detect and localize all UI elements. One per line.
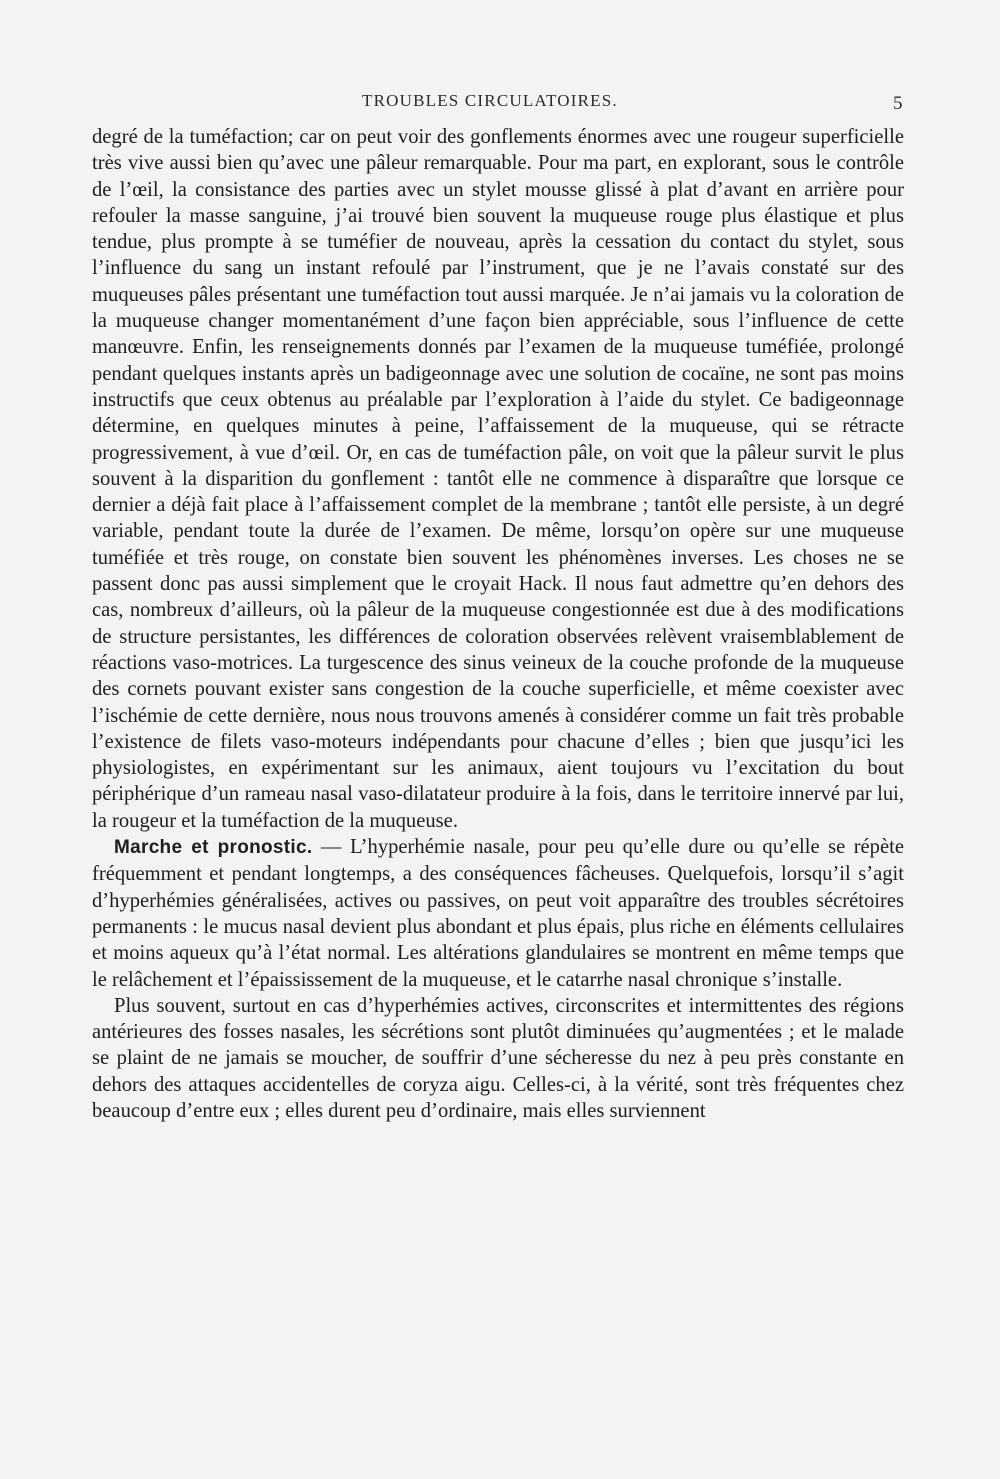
page-number: 5: [893, 93, 903, 114]
body-text: [92, 124, 904, 1124]
paragraph-text: — L’hyperhémie nasale, pour peu qu’elle dure ou qu’elle se répète fréquemment et pendant longtemps, a des conséquences fâcheuses. Quelquefois, lorsqu’il s’agit d’hyperhémies généralisées, actives ou passives, on peut voit apparaître des troubles sécrétoires permanents : le mucus nasal devient plus abondant et plus épais, plus riche en éléments cellulaires et moins aqueux qu’à l’état normal. Les altérations glandulaires se montrent en même temps que le relâchement et l’épaississement de la muqueuse, et le catarrhe nasal chronique s’installe.: [92, 836, 904, 991]
paragraph-text: Plus souvent, surtout en cas d’hyperhémies actives, circonscrites et intermittentes des régions antérieures des fosses nasales, les sécrétions sont plutôt diminuées qu’augmentées ; et le malade se plaint de ne jamais se moucher, de souffrir d’une sécheresse du nez à peu près constante en dehors des attaques accidentelles de coryza aigu. Celles-ci, à la vérité, sont très fréquentes chez beaucoup d’entre eux ; elles durent peu d’ordinaire, mais elles surviennent: [92, 994, 904, 1122]
paragraph-marche-pronostic: [92, 834, 904, 993]
running-title: TROUBLES CIRCULATOIRES.: [362, 91, 618, 110]
paragraph-tumefaction: [92, 124, 904, 834]
section-heading: Marche et pronostic.: [114, 837, 313, 859]
paragraph-secretions: [92, 993, 904, 1124]
paragraph-text: degré de la tuméfaction; car on peut voir des gonflements énormes avec une rougeur superficielle très vive aussi bien qu’avec une pâleur remarquable. Pour ma part, en explorant, sous le contrôle de l’œil, la consistance des parties avec un stylet mousse glissé à plat d’avant en arrière pour refouler la masse sanguine, j’ai trouvé bien souvent la muqueuse rouge plus élastique et plus tendue, plus prompte à se tuméfier de nouveau, après la cessation du contact du stylet, sous l’influence du sang un instant refoulé par l’instrument, que je ne l’avais constaté sur des muqueuses pâles présentant une tuméfaction tout aussi marquée. Je n’ai jamais vu la coloration de la muqueuse changer momentanément d’une façon bien appréciable, sous l’influence de cette manœuvre. Enfin, les renseignements donnés par l’examen de la muqueuse tuméfiée, prolongé pendant quelques instants après un badigeonnage avec une solution de cocaïne, ne sont pas moins instructifs que ceux obtenus au préalable par l’exploration à l’aide du stylet. Ce badigeonnage détermine, en quelques minutes à peine, l’affaissement de la muqueuse, qui se rétracte progressivement, à vue d’œil. Or, en cas de tuméfaction pâle, on voit que la pâleur survit le plus souvent à la disparition du gonflement : tantôt elle ne commence à disparaître que lorsque ce dernier a déjà fait place à l’affaissement complet de la membrane ; tantôt elle persiste, à un degré variable, pendant toute la durée de l’examen. De même, lorsqu’on opère sur une muqueuse tuméfiée et très rouge, on constate bien souvent les phénomènes inverses. Les choses ne se passent donc pas aussi simplement que le croyait Hack. Il nous faut admettre qu’en dehors des cas, nombreux d’ailleurs, où la pâleur de la muqueuse congestionnée est due à des modifications de structure persistantes, les différences de coloration observées relèvent vraisemblablement de réactions vaso-motrices. La turgescence des sinus veineux de la couche profonde de la muqueuse des cornets pouvant exister sans congestion de la couche superficielle, et même coexister avec l’ischémie de cette dernière, nous nous trouvons amenés à considérer comme un fait très probable l’existence de filets vaso-moteurs indépendants pour chacune d’elles ; bien que jusqu’ici les physiologistes, en expérimentant sur les animaux, aient toujours vu l’excitation du bout périphérique d’un rameau nasal vaso-dilatateur produire à la fois, dans le territoire innervé par lui, la rougeur et la tuméfaction de la muqueuse.: [92, 126, 904, 832]
page-header: [0, 91, 1000, 117]
